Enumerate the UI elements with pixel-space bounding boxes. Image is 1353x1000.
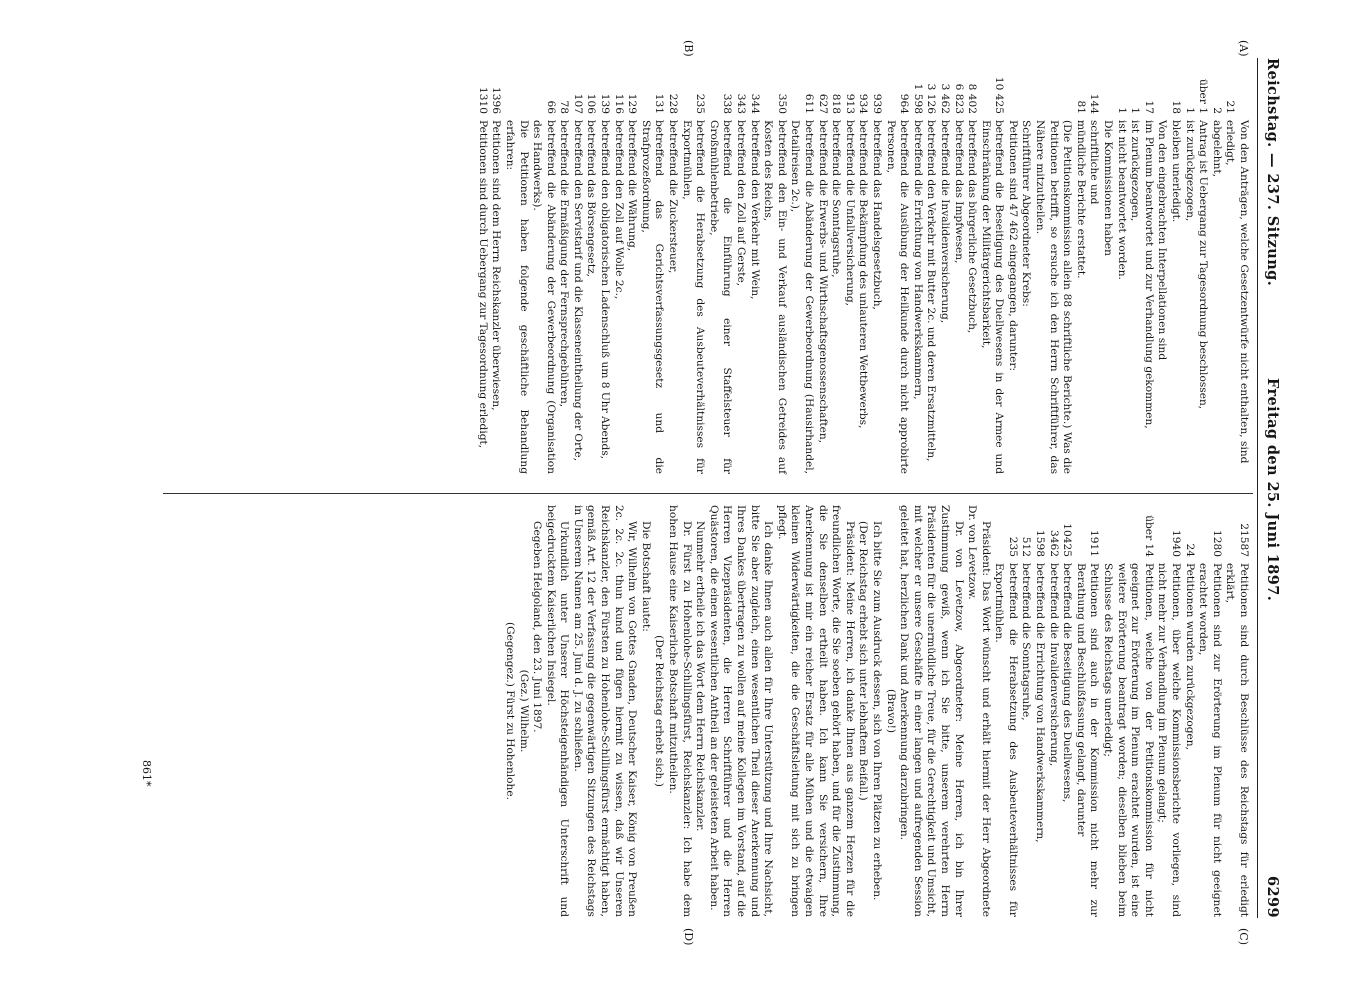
left-column-entry	[557, 62, 571, 474]
entry-text: betreffend die Herabsetzung des Ausbeuteverhältnisses für Exportmühlen.	[993, 563, 1019, 917]
entry-text: betreffend den Zoll auf Gerste,	[735, 120, 748, 287]
left-column-entry	[842, 62, 856, 474]
entry-text: betreffend die Beseitigung des Duellwesens,	[1061, 563, 1074, 803]
left-column-entry	[475, 62, 489, 474]
entry-text: abgelehnt,	[1210, 120, 1223, 178]
entry-text: Petitionen sind durch Beschlüsse des Reichstags für erledigt erklärt,	[1224, 563, 1250, 917]
entry-text: betreffend die Ausübung der Heilkunde durch nicht approbirte Personen,	[884, 120, 911, 474]
left-column-entry	[815, 62, 829, 474]
right-column-entry	[1100, 505, 1154, 917]
entry-text: Die Kommissionen haben	[1102, 120, 1115, 256]
left-column-entry	[1196, 62, 1210, 474]
left-column-entry	[1005, 62, 1019, 474]
petition-count: 10425	[1061, 523, 1074, 557]
right-column-entry	[1155, 505, 1182, 917]
petition-count: 235	[1006, 536, 1019, 557]
entry-text: Antrag ist Uebergang zur Tagesordnung beschlossen,	[1197, 120, 1210, 410]
petition-count: 1	[1115, 107, 1128, 114]
margin-letter-a: (A)	[1237, 40, 1250, 57]
left-column-entry	[747, 62, 761, 474]
petition-count: 344	[748, 93, 761, 114]
petition-count: 18	[1170, 100, 1183, 114]
right-column-entry	[1019, 505, 1033, 917]
left-column-entry	[1128, 62, 1142, 474]
petition-count: 3 462	[938, 83, 951, 114]
petition-count: 1396	[490, 87, 503, 114]
speech-paragraph: Ich danke Ihnen auch allen für Ihre Unterstützung und Ihre Nachsicht, bitte Sie aber zugleich, einen wesentlichen Theil dieser Anerkennung und Ihres Dankes übertragen zu wollen auf meine Kollegen im Vorstand, auf die Herren Vizepräsidenten, die Herren Schriftführer und die Herren Quästoren, die einen wesentlichen Antheil an der geleisteten Arbeit haben.	[707, 505, 775, 917]
header-rule	[1257, 58, 1258, 918]
right-column	[502, 505, 1250, 917]
speech-paragraph: (Gegengez.) Fürst zu Hohenlohe.	[503, 621, 516, 801]
left-column-entry	[706, 62, 733, 474]
petition-count: 10 425	[993, 76, 1006, 114]
left-column-entry	[625, 62, 639, 474]
speech-paragraph: (Gez.) Wilhelm.	[517, 669, 530, 753]
left-column-entry	[1155, 62, 1169, 474]
left-column-entry	[530, 62, 557, 474]
entry-text: im Plenum beantwortet und zur Verhandlung gekommen,	[1142, 120, 1155, 429]
left-column-entry	[1141, 62, 1155, 474]
entry-text: betreffend die Erwerbs- und Wirthschaftsgenossenschaften,	[816, 120, 829, 444]
left-column-entry	[733, 62, 747, 474]
entry-text: mündliche Berichte erstattet.	[1074, 120, 1087, 279]
petition-count: 338	[721, 93, 734, 114]
right-column-entry	[1182, 505, 1196, 917]
entry-text: betreffend die Herabsetzung des Ausbeuteverhältnisses für Exportmühlen,	[680, 120, 707, 474]
petition-count: 228	[667, 93, 680, 114]
left-column	[475, 62, 1250, 474]
speech-paragraph: Dr. von Levetzow, Abgeordneter: Meine Herren, ich bin Ihrer Zustimmung gewiß, wenn ich Sie bitte, unserem verehrten Herrn Präsidenten für die unermüdliche Treue, für die Gerechtigkeit und Umsicht, mit welcher er unsere Geschäfte in einer langen und aufregenden Session geleitet hat, herzlichen Dank und Anerkennung darzubringen.	[898, 505, 965, 917]
petition-count: 1911	[1088, 530, 1101, 557]
speech-paragraph: Gegeben Helgoland, den 23. Juni 1897.	[531, 521, 544, 733]
speech-paragraph: Ich bitte Sie zum Ausdruck dessen, sich von Ihren Plätzen zu erheben.	[870, 521, 883, 901]
petition-count: 3462	[1047, 530, 1060, 557]
entry-text: betreffend das Gerichtsverfassungsgesetz und die Strafprozeßordnung,	[639, 120, 666, 474]
entry-text: betreffend den obligatorischen Ladenschluß um 8 Uhr Abends,	[599, 120, 612, 460]
speech-paragraph: Die Botschaft lautet:	[639, 521, 652, 632]
left-column-entry	[1033, 62, 1074, 474]
left-column-entry	[761, 62, 788, 474]
petition-count: 343	[735, 93, 748, 114]
petition-count: 21587	[1238, 523, 1250, 557]
petition-count: 934	[857, 93, 870, 114]
left-column-entry	[611, 62, 625, 474]
left-column-entry	[1223, 62, 1237, 474]
entry-text: ist nicht beantwortet worden.	[1115, 120, 1128, 280]
left-column-entry	[1168, 62, 1182, 474]
entry-text: bleiben unerledigt.	[1170, 120, 1183, 223]
left-column-entry	[1019, 62, 1033, 474]
left-column-entry	[489, 62, 503, 474]
petition-count: 611	[803, 93, 815, 114]
petition-count: 107	[571, 93, 584, 114]
column-divider	[163, 493, 1253, 494]
entry-text: betreffend die Einführung einer Staffelsteuer für Großmühlenbetriebe,	[707, 120, 734, 474]
entry-text: betreffend den Zoll auf Wolle 2c.,	[612, 120, 625, 300]
entry-text: betreffend die Invalidenversicherung,	[938, 120, 951, 324]
entry-text: betreffend den Ein- und Verkauf ausländischen Getreides auf Kosten des Reichs,	[762, 120, 788, 474]
entry-text: betreffend die Invalidenversicherung,	[1047, 563, 1060, 767]
entry-text: Petitionen sind 47 462 eingegangen, darunter:	[1006, 120, 1019, 372]
petition-count: 1310	[476, 87, 489, 114]
left-column-entry	[570, 62, 584, 474]
left-column-entry	[910, 62, 924, 474]
petition-count: 2	[1210, 107, 1223, 114]
entry-text: betreffend die Zuckersteuer,	[667, 120, 680, 274]
petition-count: 235	[694, 93, 707, 114]
right-column-entry	[992, 505, 1019, 917]
speech-paragraph: Präsident: Das Wort wünscht und erhält hiermit der Herr Abgeordnete Dr. von Levetzow.	[966, 505, 992, 917]
left-column-entry	[502, 62, 529, 474]
petition-count: 116	[612, 93, 625, 114]
left-column-entry	[965, 62, 979, 474]
entry-text: betreffend die Sonntagsruhe,	[830, 120, 843, 278]
petition-count: 964	[898, 93, 911, 114]
entry-text: betreffend den Verkehr mit Butter 2c. und deren Ersatzmitteln,	[925, 120, 938, 462]
entry-text: Die Petitionen haben folgende geschäftliche Behandlung erfahren:	[503, 120, 530, 474]
petition-count: 512	[1020, 536, 1033, 557]
entry-text: betreffend die Beseitigung des Duellwesens in der Armee und Einschränkung der Militärgerichtsbarkeit,	[979, 120, 1006, 474]
petition-count: 129	[626, 93, 639, 114]
left-column-entry	[1087, 62, 1101, 474]
session-closing-text	[502, 505, 991, 917]
margin-letter-d: (D)	[682, 928, 695, 946]
left-column-entry	[856, 62, 870, 474]
entry-text: Petitionen wurden zurückgezogen,	[1183, 563, 1196, 750]
petition-count: 17	[1142, 100, 1155, 114]
petition-count: über 14	[1142, 515, 1155, 557]
speech-paragraph: Wir, Wilhelm von Gottes Gnaden, Deutscher Kaiser, König von Preußen 2c. 2c. 2c. thun kund und fügen hiermit zu wissen, daß wir Unseren Reichskanzler, den Fürsten zu Hohenlohe-Schillingsfürst ermächtigt haben, gemäß Art. 12 der Verfassung die gegenwärtigen Sitzungen des Reichstags in Unserem Namen am 25. Juni d. J. zu schließen.	[571, 505, 639, 917]
petition-count: 1	[1129, 107, 1142, 114]
entry-text: betreffend das Handelsgesetzbuch,	[870, 120, 883, 310]
left-column-entry	[1073, 62, 1087, 474]
petition-count: 1 598	[911, 83, 924, 114]
entry-text: schriftliche und	[1088, 120, 1101, 205]
left-column-entry	[638, 62, 665, 474]
entry-text: ist zurückgezogen,	[1183, 120, 1196, 222]
entry-text: betreffend den Servistarif und die Klasseneintheilung der Orte,	[571, 120, 584, 462]
entry-text: betreffend das Börsengesetz,	[585, 120, 598, 278]
right-column-entry	[1196, 505, 1223, 917]
left-column-entry	[1209, 62, 1223, 474]
petition-count: über 1	[1197, 78, 1210, 114]
entry-text: Von den eingebrachten Interpellationen sind	[1156, 120, 1169, 361]
left-column-entry	[598, 62, 612, 474]
page-header	[1259, 58, 1283, 918]
header-title: Reichstag. — 237. Sitzung.	[1264, 58, 1281, 287]
left-column-entry	[1236, 62, 1250, 474]
petition-count: 350	[775, 93, 788, 114]
left-column-entry	[788, 62, 815, 474]
left-column-entry	[883, 62, 910, 474]
petition-count: 1280	[1210, 530, 1223, 557]
petition-count: 1	[1183, 107, 1196, 114]
petition-count: 106	[585, 93, 598, 114]
speech-paragraph: (Der Reichstag erhebt sich.)	[653, 635, 666, 787]
entry-text: betreffend die Errichtung von Handwerkskammern,	[1034, 563, 1047, 843]
left-column-entry	[869, 62, 883, 474]
entry-text: Petitionen sind auch in der Kommission nicht mehr zur Berathung und Beschlußfassung gelangt, darunter	[1074, 563, 1101, 917]
margin-letter-c: (C)	[1237, 928, 1250, 945]
petition-count: 81	[1074, 100, 1087, 114]
petition-count: 131	[653, 93, 666, 114]
margin-letter-b: (B)	[682, 40, 695, 57]
left-column-entry	[679, 62, 706, 474]
left-column-entry	[1100, 62, 1114, 474]
left-column-entry	[937, 62, 951, 474]
petition-count: 1940	[1170, 530, 1183, 557]
speech-paragraph: (Der Reichstag erhebt sich unter lebhaftem Beifall.)	[857, 521, 870, 801]
left-column-entry	[951, 62, 965, 474]
entry-text: betreffend die Errichtung von Handwerkskammern,	[911, 120, 924, 400]
petition-count: 66	[544, 100, 557, 114]
speech-paragraph: Präsident: Meine Herren, ich danke Ihnen aus ganzem Herzen für die freundlichen Worte, die Sie soeben gehört haben, und für die Zustimmung, die Sie denselben ertheilt haben. Ich kann Sie versichern, Ihre Anerkennung ist mir ein reicher Ersatz für alle Mühen und die etwaigen kleinen Widerwärtigkeiten, die die Geschäftsleitung mit sich zu bringen pflegt.	[775, 505, 856, 917]
entry-text: betreffend das bürgerliche Gesetzbuch,	[966, 120, 979, 334]
petition-count: 3 126	[925, 83, 938, 114]
left-column-entry	[1182, 62, 1196, 474]
petition-count: 6 823	[952, 83, 965, 114]
left-column-entry	[584, 62, 598, 474]
entry-text: betreffend das Impfwesen,	[952, 120, 965, 264]
header-date: Freitag den 25. Juni 1897.	[1264, 378, 1281, 602]
left-column-entry	[978, 62, 1005, 474]
page-number: 6299	[1264, 876, 1281, 918]
right-column-entry	[1223, 505, 1250, 917]
entry-text: erledigt,	[1224, 120, 1237, 166]
right-column-entry	[1073, 505, 1100, 917]
petition-count: 24	[1183, 543, 1196, 557]
petition-count: 8 402	[966, 83, 979, 114]
entry-text: Petitionen sind durch Uebergang zur Tagesordnung erledigt,	[476, 120, 489, 449]
right-column-entry	[1060, 505, 1074, 917]
petition-count: 78	[558, 100, 571, 114]
speech-paragraph: Nunmehr ertheile ich das Wort dem Herrn Reichskanzler.	[694, 521, 707, 832]
petition-count: 1598	[1034, 530, 1047, 557]
entry-text: betreffend die Abänderung der Gewerbeordnung (Hausirhandel, Detailreisen 2c.),	[789, 120, 815, 474]
entry-text: Petitionen, welche von der Petitionskommission für nicht geeignet zur Erörterung im Plenum erachtet wurden, ist eine weitere Erörterung beantragt worden; dieselben blieben beim Schlusse des Reichstags unerledigt;	[1102, 563, 1155, 917]
entry-text: Petitionen, über welche Kommissionsberichte vorliegen, sind nicht mehr zur Verhandlung im Plenum gelangt;	[1156, 563, 1183, 917]
petition-count: 627	[816, 93, 829, 114]
speech-paragraph: (Bravo!)	[884, 688, 897, 734]
entry-text: betreffend die Sonntagsruhe,	[1020, 563, 1033, 721]
signature-mark: 861*	[140, 760, 153, 787]
entry-text: ist zurückgezogen,	[1129, 120, 1142, 222]
left-column-entry	[665, 62, 679, 474]
entry-text: Schriftführer Abgeordneter Krebs:	[1020, 120, 1033, 307]
entry-text: betreffend die Bekämpfung des unlauteren Wettbewerbs,	[857, 120, 870, 429]
left-column-entry	[829, 62, 843, 474]
entry-text: Von den Anträgen, welche Gesetzentwürfe nicht enthalten, sind	[1238, 120, 1250, 464]
petition-count: 144	[1088, 93, 1101, 114]
speech-paragraph: Urkundlich unter Unserer Höchsteigenhändigen Unterschrift und beigedrucktem Kaiserlichen Insiegel.	[544, 505, 571, 917]
petition-statistics-list	[992, 505, 1250, 917]
left-column-entry	[924, 62, 938, 474]
petition-count: 139	[599, 93, 612, 114]
petition-count: 21	[1224, 100, 1237, 114]
speech-paragraph: Dr. Fürst zu Hohenlohe-Schillingsfürst, Reichskanzler: Ich habe dem hohen Hause eine Kaiserliche Botschaft mitzutheilen.	[667, 505, 693, 917]
entry-text: betreffend die Währung,	[626, 120, 639, 252]
left-column-entry	[1114, 62, 1128, 474]
petition-count: 939	[870, 93, 883, 114]
right-column-entry	[1046, 505, 1060, 917]
entry-text: betreffend die Unfallversicherung,	[843, 120, 856, 307]
entry-text: Petitionen sind dem Herrn Reichskanzler überwiesen,	[490, 120, 503, 411]
entry-text: betreffend die Abänderung der Gewerbeordnung (Organisation des Handwerks).	[531, 120, 557, 474]
entry-text: (Die Petitionskommission allein 88 schriftliche Berichte.) Was die Petitionen betrifft, so ersuche ich den Herrn Schriftführer, das Nähere mitzutheilen.	[1034, 120, 1074, 474]
entry-text: Petitionen sind zur Erörterung im Plenum für nicht geeignet erachtet worden,	[1197, 563, 1223, 917]
petition-count: 818	[830, 93, 843, 114]
entry-text: betreffend die Ermäßigung der Fernsprechgebühren,	[558, 120, 571, 408]
petition-count: 913	[843, 93, 856, 114]
right-column-entry	[1033, 505, 1047, 917]
entry-text: betreffend den Verkehr mit Wein,	[748, 120, 761, 300]
